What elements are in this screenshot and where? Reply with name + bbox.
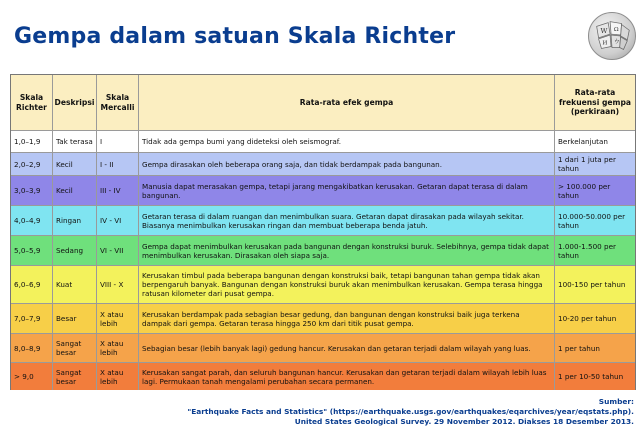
cell-efek: Kerusakan timbul pada beberapa bangunan dengan konstruksi baik, tetapi bangunan tahan gempa tidak akan berpengaruh banyak. Bangunan dengan konstruksi buruk akan menimbulkan kerusakan. Gempa terasa hingga ratusan kilometer dari pusat gempa. bbox=[139, 266, 555, 303]
cell-efek: Sebagian besar (lebih banyak lagi) gedung hancur. Kerusakan dan getaran terjadi dalam wilayah yang luas. bbox=[139, 334, 555, 362]
cell-efek: Manusia dapat merasakan gempa, tetapi jarang mengakibatkan kerusakan. Getaran dapat terasa di dalam bangunan. bbox=[139, 176, 555, 205]
cell-efek: Gempa dirasakan oleh beberapa orang saja, dan tidak berdampak pada bangunan. bbox=[139, 153, 555, 175]
cell-richter: 2,0–2,9 bbox=[11, 153, 53, 175]
cell-deskripsi: Sangat besar bbox=[53, 334, 97, 362]
cell-richter: 6,0–6,9 bbox=[11, 266, 53, 303]
page-title: Gempa dalam satuan Skala Richter bbox=[14, 24, 456, 49]
cell-richter: 7,0–7,9 bbox=[11, 304, 53, 333]
table-row bbox=[11, 334, 635, 363]
svg-text:ウ: ウ bbox=[613, 39, 620, 46]
richter-table bbox=[10, 74, 636, 390]
source-label: Sumber: bbox=[598, 397, 634, 406]
header-efek: Rata-rata efek gempa bbox=[139, 75, 555, 130]
source-line-1: "Earthquake Facts and Statistics" (https://earthquake.usgs.gov/earthquakes/eqarchives/year/eqstats.php). bbox=[187, 407, 634, 416]
table-row bbox=[11, 176, 635, 206]
cell-deskripsi: Tak terasa bbox=[53, 131, 97, 152]
cell-richter: > 9,0 bbox=[11, 363, 53, 390]
header-richter: Skala Richter bbox=[11, 75, 53, 130]
cell-frekuensi: 100-150 per tahun bbox=[558, 280, 626, 289]
cell-deskripsi: Ringan bbox=[53, 206, 97, 235]
cell-mercalli: X atau lebih bbox=[97, 363, 139, 390]
svg-text:W: W bbox=[600, 27, 608, 36]
table-row bbox=[11, 131, 635, 153]
cell-frekuensi: 1 per 10-50 tahun bbox=[558, 372, 624, 381]
cell-deskripsi: Kecil bbox=[53, 176, 97, 205]
cell-deskripsi: Kuat bbox=[53, 266, 97, 303]
cell-mercalli: VI - VII bbox=[97, 236, 139, 265]
wikipedia-globe-svg bbox=[589, 13, 635, 59]
table-row bbox=[11, 206, 635, 236]
cell-deskripsi: Kecil bbox=[53, 153, 97, 175]
header-frekuensi: Rata-rata frekuensi gempa (perkiraan) bbox=[558, 88, 632, 117]
cell-richter: 1,0–1,9 bbox=[11, 131, 53, 152]
cell-richter: 5,0–5,9 bbox=[11, 236, 53, 265]
cell-frekuensi: 1 per tahun bbox=[558, 343, 600, 353]
source-footer bbox=[187, 397, 634, 427]
table-row bbox=[11, 236, 635, 266]
cell-frekuensi: 1 dari 1 juta per tahun bbox=[558, 155, 616, 173]
table-row bbox=[11, 266, 635, 304]
wikipedia-globe-icon bbox=[588, 12, 636, 60]
cell-richter: 4,0–4,9 bbox=[11, 206, 53, 235]
cell-deskripsi: Sangat besar bbox=[53, 363, 97, 390]
cell-frekuensi: 10-20 per tahun bbox=[558, 314, 617, 323]
cell-mercalli: VIII - X bbox=[97, 266, 139, 303]
source-line-2: United States Geological Survey. 29 November 2012. Diakses 18 Desember 2013. bbox=[294, 417, 634, 426]
cell-frekuensi: 1.000-1.500 per tahun bbox=[558, 241, 616, 260]
table-row bbox=[11, 304, 635, 334]
cell-mercalli: X atau lebih bbox=[97, 334, 139, 362]
cell-frekuensi: > 100.000 per tahun bbox=[558, 181, 611, 200]
cell-efek: Kerusakan berdampak pada sebagian besar gedung, dan bangunan dengan konstruksi baik juga terkena dampak dari gempa. Getaran terasa hingga 250 km dari titik pusat gempa. bbox=[139, 304, 555, 333]
cell-efek: Tidak ada gempa bumi yang dideteksi oleh seismograf. bbox=[139, 131, 555, 152]
cell-richter: 8,0–8,9 bbox=[11, 334, 53, 362]
cell-richter: 3,0–3,9 bbox=[11, 176, 53, 205]
header-mercalli: Skala Mercalli bbox=[97, 75, 139, 130]
table-row bbox=[11, 363, 635, 390]
cell-efek: Getaran terasa di dalam ruangan dan menimbulkan suara. Getaran dapat dirasakan pada wilayah sekitar. Biasanya menimbulkan kerusakan ringan dan membuat beberapa benda jatuh. bbox=[139, 206, 555, 235]
cell-mercalli: IV - VI bbox=[97, 206, 139, 235]
header-deskripsi: Deskripsi bbox=[53, 75, 97, 130]
cell-efek: Kerusakan sangat parah, dan seluruh bangunan hancur. Kerusakan dan getaran terjadi dalam wilayah lebih luas lagi. Permukaan tanah mengalami perubahan secara permanen. bbox=[139, 363, 555, 390]
cell-deskripsi: Sedang bbox=[53, 236, 97, 265]
cell-frekuensi: 10.000-50.000 per tahun bbox=[558, 211, 626, 230]
cell-efek: Gempa dapat menimbulkan kerusakan pada bangunan dengan konstruksi buruk. Selebihnya, gempa tidak dapat menimbulkan kerusakan. Dirasakan oleh siapa saja. bbox=[139, 236, 555, 265]
table-header-row bbox=[11, 75, 635, 131]
cell-mercalli: I bbox=[97, 131, 139, 152]
cell-mercalli: X atau lebih bbox=[97, 304, 139, 333]
table-row bbox=[11, 153, 635, 176]
svg-text:И: И bbox=[602, 40, 608, 47]
cell-mercalli: I - II bbox=[97, 153, 139, 175]
svg-text:Ω: Ω bbox=[613, 27, 619, 34]
cell-frekuensi: Berkelanjutan bbox=[558, 137, 608, 146]
cell-mercalli: III - IV bbox=[97, 176, 139, 205]
cell-deskripsi: Besar bbox=[53, 304, 97, 333]
